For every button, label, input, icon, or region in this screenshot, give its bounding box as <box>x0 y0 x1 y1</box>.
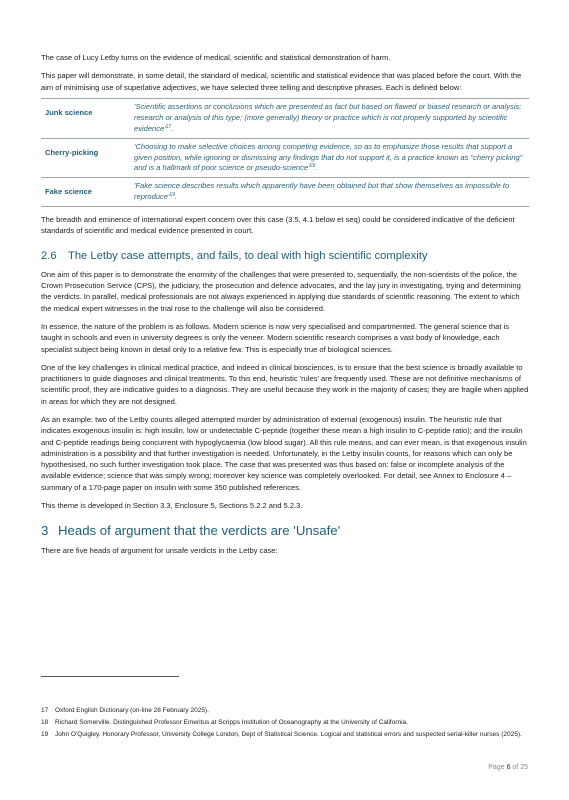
intro-paragraph-1: The case of Lucy Letby turns on the evidence of medical, scientific and statistical demonstration of harm. <box>41 53 391 62</box>
page-total: 25 <box>520 764 528 771</box>
page-separator: of <box>510 764 521 771</box>
footnote-number: 18 <box>41 719 49 726</box>
body-paragraph: One of the key challenges in clinical medical practice, and indeed in clinical biosciences, is to ensure that the best science is broadly available to practitioners to guide diagnoses and clinical treatments. To this end, heuristic 'rules' are frequently used. These are not definitive mechanisms of scientific proof, they are indicative guides to a diagnosis. They are useful because they work in the majority of cases; they are fragile when applied in areas for which they are not designed. <box>41 362 529 406</box>
section-title: The Letby case attempts, and fails, to deal with high scientific complexity <box>68 249 428 262</box>
footnote <box>41 706 529 715</box>
definition-term: Cherry-picking <box>41 138 125 178</box>
definition-row <box>41 178 529 207</box>
body-paragraph: One aim of this paper is to demonstrate the enormity of the challenges that were presented to, sequentially, the non-scientists of the police, the Crown Prosecution Service (CPS), the judiciary, the prosecution and defence advocates, and the lay jury in investigating, trying and determining the verdicts. In parallel, medical professionals are not always experienced in applying due standards of scientific reasoning. The extent to which the medical expert witnesses in the trial rose to the challenge will also be considered. <box>41 269 521 313</box>
page-current: 6 <box>506 764 511 771</box>
definition-end: . <box>171 123 174 133</box>
body-paragraph: This theme is developed in Section 3.3, Enclosure 5, Sections 5.2.2 and 5.2.3. <box>41 501 303 511</box>
footnote-ref[interactable]: 17 <box>165 123 172 130</box>
page-label: Page <box>488 764 507 771</box>
footnotes <box>41 706 529 742</box>
body-paragraph: As an example: two of the Letby counts alleged attempted murder by administration of external (exogenous) insulin. The heuristic rule that indicates exogenous insulin is: high insulin, low or undetectable C-peptide (together these mean a high insulin to C-peptide ratio); and the insulin and C-peptide readings being concurrent with hypoglycaemia (low blood sugar). All this rule means, and can ever mean, is that exogenous insulin administration is a possibility and that further investigation is needed. Unfortunately, in the Letby insulin counts, for reasons which can only be hypothesised, no such further investigation took place. The case that was presented was thus based on: false or incomplete analysis of the available evidence; science that was simply wrong; moreover key science was completely overlooked. For detail, see Annex to Enclosure 4 – summary of a 170-page paper on insulin with some 350 published references. <box>41 415 527 492</box>
definition-row <box>41 138 529 178</box>
definition-text <box>125 178 529 207</box>
section-title: Heads of argument that the verdicts are 'Unsafe' <box>58 523 341 539</box>
footnote <box>41 718 529 727</box>
footnote <box>41 730 529 739</box>
definition-text <box>125 138 529 178</box>
page-number <box>488 764 528 771</box>
definitions-table <box>41 98 529 207</box>
body-paragraph: There are five heads of argument for unsafe verdicts in the Letby case: <box>41 546 278 556</box>
definition-end: . <box>175 192 178 202</box>
footnote-text: John O'Quigley. Honorary Professor, University College London, Dept of Statistical Science. Logical and statistical errors and suspected serial-killer nurses (2025). <box>55 731 522 738</box>
definition-quote: 'Scientific assertions or conclusions which are presented as fact but based on flawed or biased research or analysis; research or analysis of this type; (more generally) theory or practice which is not properly supported by scientific evidence' <box>134 101 522 133</box>
after-table-paragraph: The breadth and eminence of international expert concern over this case (3.5, 4.1 below et seq) could be considered indicative of the deficient standards of scientific and medical evidence presented in court. <box>41 215 515 236</box>
section-heading-3 <box>41 523 529 539</box>
footnote-text: Richard Somerville. Distinguished Professor Emeritus at Scripps Institution of Oceanography at the University of California. <box>55 719 408 726</box>
definition-term: Fake science <box>41 178 125 207</box>
footnote-ref[interactable]: 19 <box>169 192 175 199</box>
body-paragraph: In essence, the nature of the problem is as follows. Modern science is now very specialised and compartmented. The general science that is taught in schools and even in university degrees is only the veneer. Modern scientific research comprises a vast body of knowledge, each specialist subject being known in detail only to a relative few. This is especially true of biological sciences. <box>41 321 510 354</box>
footnote-number: 19 <box>41 731 49 738</box>
footnote-ref[interactable]: 18 <box>309 163 316 170</box>
definition-quote: 'Fake science describes results which apparently have been obtained but that show themselves as impossible to reproduce' <box>134 181 510 202</box>
definition-term: Junk science <box>41 98 125 138</box>
definition-quote: 'Choosing to make selective choices among competing evidence, so as to emphasize those results that support a given position, while ignoring or dismissing any findings that do not support it, is a practice known as "cherry picking" and is a hallmark of poor science or pseudo-science' <box>134 141 523 173</box>
definition-row <box>41 98 529 138</box>
footnote-text: Oxford English Dictionary (on-line 28 February 2025). <box>55 707 209 714</box>
section-number: 3 <box>41 523 49 539</box>
intro-paragraph-2: This paper will demonstrate, in some detail, the standard of medical, scientific and statistical evidence that was placed before the court. With the aim of minimising use of superlative adjectives, we have selected three telling and descriptive phrases. Each is defined below: <box>41 71 522 92</box>
definition-end: . <box>315 163 318 173</box>
definition-text <box>125 98 529 138</box>
footnote-separator <box>41 676 179 677</box>
page-body <box>41 52 529 557</box>
footnote-number: 17 <box>41 707 49 714</box>
section-number: 2.6 <box>41 249 57 262</box>
section-heading-2-6 <box>41 249 529 263</box>
